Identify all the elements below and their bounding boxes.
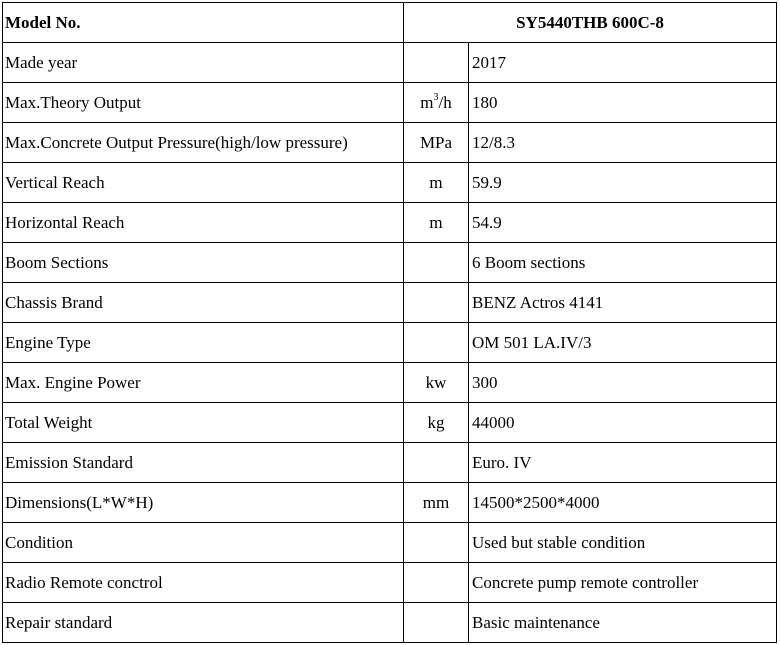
table-row — [3, 43, 777, 83]
table-row — [3, 323, 777, 363]
header-row — [3, 3, 777, 43]
spec-table — [2, 2, 777, 643]
table-row — [3, 163, 777, 203]
row-label: Condition — [3, 523, 404, 563]
row-label: Repair standard — [3, 603, 404, 643]
row-unit: mm — [404, 483, 469, 523]
unit-tail: /h — [438, 92, 452, 112]
row-value: 2017 — [469, 43, 777, 83]
table-row — [3, 83, 777, 123]
row-unit — [404, 443, 469, 483]
row-value: OM 501 LA.IV/3 — [469, 323, 777, 363]
row-label: Chassis Brand — [3, 283, 404, 323]
table-row — [3, 563, 777, 603]
table-row — [3, 443, 777, 483]
unit-superscript: 3 — [433, 91, 439, 103]
table-row — [3, 283, 777, 323]
row-value: Concrete pump remote controller — [469, 563, 777, 603]
row-unit — [404, 283, 469, 323]
row-value: Used but stable condition — [469, 523, 777, 563]
row-value: Basic maintenance — [469, 603, 777, 643]
row-unit: m — [404, 163, 469, 203]
row-value: 54.9 — [469, 203, 777, 243]
row-value: 180 — [469, 83, 777, 123]
row-unit — [404, 83, 469, 123]
row-label: Dimensions(L*W*H) — [3, 483, 404, 523]
table-row — [3, 403, 777, 443]
row-label: Max. Engine Power — [3, 363, 404, 403]
table-row — [3, 203, 777, 243]
unit-base: m — [420, 92, 434, 112]
row-unit: m — [404, 203, 469, 243]
row-label: Total Weight — [3, 403, 404, 443]
row-label: Engine Type — [3, 323, 404, 363]
row-label: Made year — [3, 43, 404, 83]
row-value: 59.9 — [469, 163, 777, 203]
row-label: Vertical Reach — [3, 163, 404, 203]
model-no-label: Model No. — [3, 3, 404, 43]
row-unit — [404, 563, 469, 603]
row-value: BENZ Actros 4141 — [469, 283, 777, 323]
row-label: Emission Standard — [3, 443, 404, 483]
row-unit: kg — [404, 403, 469, 443]
row-value: 44000 — [469, 403, 777, 443]
table-row — [3, 603, 777, 643]
row-unit — [404, 243, 469, 283]
row-label: Radio Remote conctrol — [3, 563, 404, 603]
row-value: 300 — [469, 363, 777, 403]
row-label: Max.Concrete Output Pressure(high/low pressure) — [3, 123, 404, 163]
table-row — [3, 123, 777, 163]
row-label: Horizontal Reach — [3, 203, 404, 243]
table-row — [3, 363, 777, 403]
row-unit — [404, 43, 469, 83]
row-unit: kw — [404, 363, 469, 403]
table-row — [3, 243, 777, 283]
row-value: 12/8.3 — [469, 123, 777, 163]
row-unit — [404, 523, 469, 563]
row-unit: MPa — [404, 123, 469, 163]
model-no-value: SY5440THB 600C-8 — [404, 3, 777, 43]
row-unit — [404, 603, 469, 643]
table-row — [3, 483, 777, 523]
row-label: Boom Sections — [3, 243, 404, 283]
table-row — [3, 523, 777, 563]
row-value: Euro. IV — [469, 443, 777, 483]
row-unit — [404, 323, 469, 363]
row-label: Max.Theory Output — [3, 83, 404, 123]
row-value: 14500*2500*4000 — [469, 483, 777, 523]
row-value: 6 Boom sections — [469, 243, 777, 283]
